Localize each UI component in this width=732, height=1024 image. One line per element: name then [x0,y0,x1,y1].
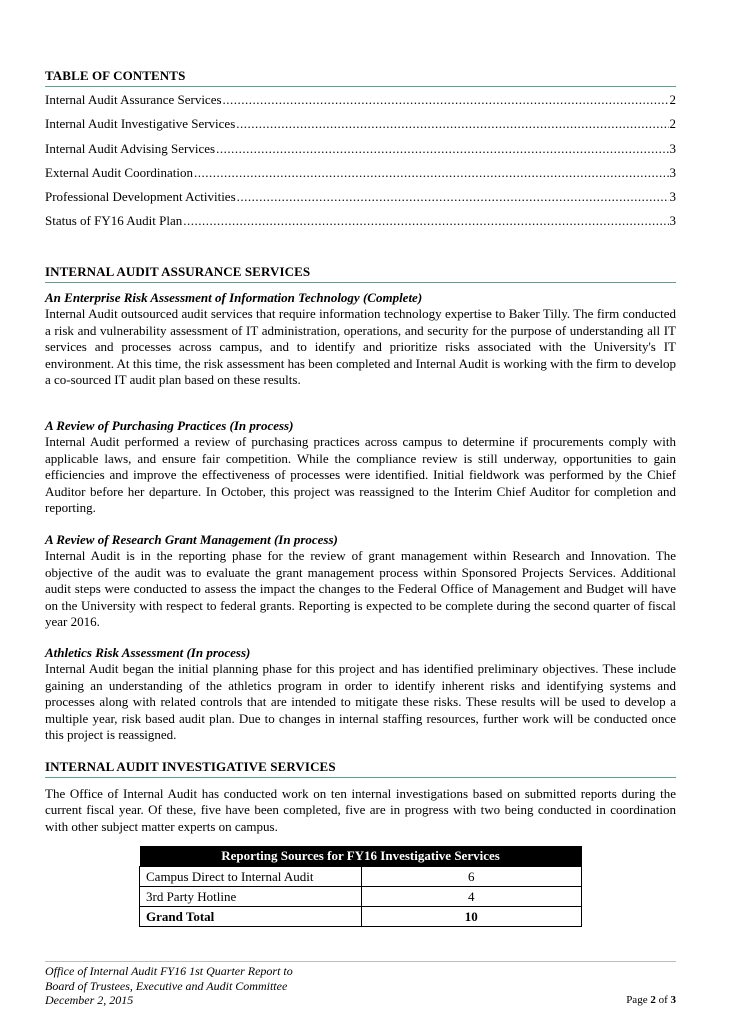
toc-item[interactable] [45,116,676,140]
assurance-item [45,532,676,630]
assurance-item [45,290,676,388]
table-cell-label: Campus Direct to Internal Audit [140,867,362,887]
footer-line-3: December 2, 2015 [45,993,134,1007]
assurance-item [45,418,676,516]
toc-list [45,92,676,238]
footer-line-1: Office of Internal Audit FY16 1st Quarter Report to [45,964,293,978]
toc-item[interactable] [45,165,676,189]
table-header-row [140,846,582,867]
assurance-item-body: Internal Audit began the initial planning phase for this project and has identified preliminary objectives. These include gaining an understanding of the athletics program in order to identify inherent risks and identifying systems and processes along with related controls that are intended to mitigate these risks. These results will be used to develop a multiple year, risk based audit plan. Due to changes in internal staffing resources, further work will be conducted once this project is reassigned. [45,661,676,743]
page-number [626,994,676,1006]
table-cell-value: 6 [361,867,581,887]
assurance-item-body: Internal Audit is in the reporting phase for the review of grant management within Research and Innovation. The objective of the audit was to evaluate the grant management process within Sponsored Projects Services. Additional audit steps were conducted to assess the impact the changes to the Federal Office of Management and Budget will have on the University with respect to federal grants. Reporting is expected to be complete during the second quarter of fiscal year 2016. [45,548,676,630]
table-total-row [140,907,582,927]
assurance-item-body: Internal Audit outsourced audit services that require information technology expertise to Baker Tilly. The firm conducted a risk and vulnerability assessment of IT administration, operations, and security for the purpose of understanding all IT services and processes across campus, and to identify and prioritize risks associated with the University's IT environment. At this time, the risk assessment has been completed and Internal Audit is working with the firm to develop a co-sourced IT audit plan based on these results. [45,306,676,388]
assurance-item [45,645,676,743]
toc-item-title: Internal Audit Investigative Services [45,116,236,132]
page-mid: of [655,994,671,1006]
investigative-heading: INTERNAL AUDIT INVESTIGATIVE SERVICES [45,759,676,778]
toc-item-title: Internal Audit Assurance Services [45,92,222,107]
table-total-value: 10 [361,907,581,927]
toc-item[interactable] [45,213,676,237]
toc-item-title: Status of FY16 Audit Plan [45,213,183,229]
toc-item[interactable] [45,189,676,213]
table-header: Reporting Sources for FY16 Investigative Services [140,846,582,867]
toc-item[interactable] [45,92,676,116]
assurance-heading: INTERNAL AUDIT ASSURANCE SERVICES [45,264,676,283]
table-cell-value: 4 [361,887,581,907]
toc-leader [216,141,668,157]
toc-item[interactable] [45,141,676,165]
table-row [140,887,582,907]
toc-item-title: External Audit Coordination [45,164,194,180]
toc-item-page: 3 [669,213,676,229]
toc-leader [194,165,668,181]
toc-heading: TABLE OF CONTENTS [45,68,676,87]
toc-leader [237,189,669,205]
assurance-item-title: A Review of Research Grant Management (In process) [45,532,338,547]
footer-line-2: Board of Trustees, Executive and Audit Committee [45,978,288,993]
toc-item-title: Professional Development Activities [45,189,236,205]
table-cell-label: 3rd Party Hotline [140,887,362,907]
toc-item-page: 2 [669,116,676,132]
footer-citation [45,964,293,1008]
reporting-sources-table [139,846,582,927]
investigative-body: The Office of Internal Audit has conducted work on ten internal investigations based on submitted reports during the current fiscal year. Of these, five have been completed, five are in progress with two being conducted in coordination with other subject matter experts on campus. [45,786,676,834]
table-total-label: Grand Total [140,907,362,927]
toc-item-page: 2 [669,92,676,107]
toc-item-page: 3 [669,189,676,205]
toc-leader [236,116,668,132]
assurance-item-title: An Enterprise Risk Assessment of Information Technology (Complete) [45,290,423,305]
assurance-item-title: Athletics Risk Assessment (In process) [45,645,251,660]
assurance-item-title: A Review of Purchasing Practices (In process) [45,418,294,433]
page-total: 3 [670,994,676,1006]
toc-leader [223,92,669,108]
toc-leader [183,213,668,229]
footer-divider [45,961,676,962]
page-prefix: Page [626,994,651,1006]
toc-item-page: 3 [669,164,676,180]
assurance-item-body: Internal Audit performed a review of purchasing practices across campus to determine if procurements comply with applicable laws, and ensure fair competition. While the compliance review is still underway, opportunities to gain efficiencies and improve the effectiveness of processes were identified. Initial fieldwork was performed by the Chief Auditor before her departure. In October, this project was reassigned to the Interim Chief Auditor for completion and reporting. [45,434,676,516]
toc-item-title: Internal Audit Advising Services [45,140,216,156]
table-row [140,867,582,887]
toc-item-page: 3 [669,140,676,156]
page-current: 2 [650,994,656,1006]
